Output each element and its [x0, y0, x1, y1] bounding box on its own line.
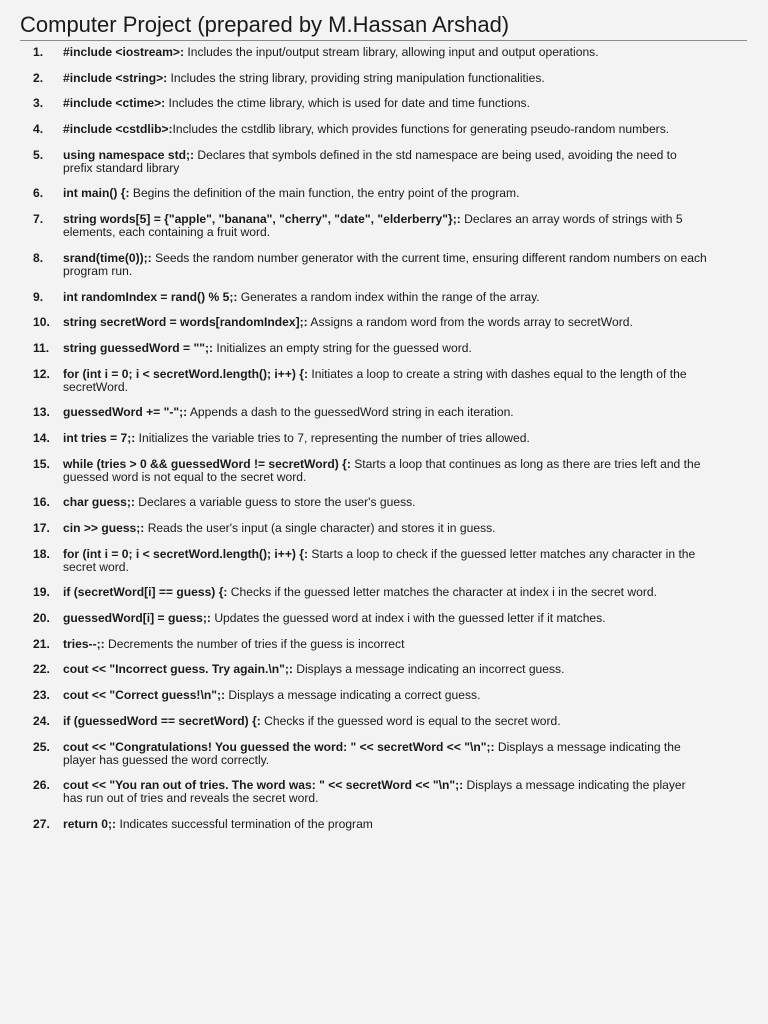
item-code: string words[5] = {"apple", "banana", "cherry", "date", "elderberry"};: [63, 212, 461, 227]
item-body [53, 123, 748, 136]
item-code: cout << "Incorrect guess. Try again.\n";: [63, 662, 293, 677]
item-description: Initiates a loop to create a string with dashes equal to the length of the secretWord. [63, 366, 687, 394]
item-body [53, 612, 748, 625]
item-number-label: 8. [33, 250, 44, 265]
item-code: #include <ctime>: [63, 96, 166, 111]
list-item [20, 252, 748, 278]
item-number-label: 1. [33, 45, 44, 59]
item-number-label: 21. [33, 636, 50, 651]
item-body [53, 548, 748, 574]
item-body [53, 689, 748, 702]
item-body [53, 97, 748, 110]
item-number-label: 7. [33, 212, 44, 227]
item-body [53, 496, 748, 509]
item-code: tries--;: [63, 636, 105, 651]
list-item [20, 97, 748, 110]
item-description: Displays a message indicating an incorrect guess. [292, 662, 565, 677]
item-number [20, 689, 53, 702]
item-number-label: 17. [33, 521, 50, 535]
item-body [53, 458, 748, 484]
item-number-label: 15. [33, 456, 50, 471]
item-body [53, 316, 748, 329]
item-code: #include <string>: [63, 70, 168, 85]
item-number [20, 46, 53, 59]
item-body [53, 638, 748, 651]
list-item [20, 779, 748, 805]
item-description: Decrements the number of tries if the guess is incorrect [104, 636, 405, 651]
item-number-label: 24. [33, 713, 50, 728]
item-number [20, 741, 53, 754]
item-number-label: 26. [33, 778, 50, 793]
item-number [20, 638, 53, 651]
item-number-label: 5. [33, 147, 44, 162]
item-description: Declares that symbols defined in the std namespace are being used, avoiding the need to prefix standard library [63, 147, 677, 175]
item-body [53, 149, 748, 175]
item-number-label: 23. [33, 688, 50, 703]
list-item [20, 496, 748, 509]
item-number [20, 586, 53, 599]
item-body [53, 522, 748, 535]
item-number [20, 715, 53, 728]
list-item [20, 432, 748, 445]
item-number [20, 548, 53, 561]
item-body [53, 406, 748, 419]
item-code: string secretWord = words[randomIndex];: [63, 315, 308, 330]
list-item [20, 316, 748, 329]
item-body [53, 715, 748, 728]
list-item [20, 586, 748, 599]
item-body [53, 432, 748, 445]
item-code: cout << "You ran out of tries. The word was: " << secretWord << "\n";: [63, 778, 464, 793]
item-body [53, 291, 748, 304]
list-item [20, 291, 748, 304]
item-number [20, 496, 53, 509]
item-description: Includes the input/output stream library, allowing input and output operations. [184, 45, 599, 59]
title-divider [20, 40, 747, 41]
item-number [20, 406, 53, 419]
item-code: guessedWord += "-";: [63, 405, 188, 420]
item-number-label: 2. [33, 70, 44, 85]
item-code: int tries = 7;: [63, 430, 136, 445]
item-code: string guessedWord = "";: [63, 340, 214, 355]
item-number-label: 22. [33, 662, 50, 677]
item-code: cout << "Congratulations! You guessed the word: " << secretWord << "\n";: [63, 739, 495, 754]
item-body [53, 342, 748, 355]
title-main: Computer Project [20, 12, 192, 37]
item-code: while (tries > 0 && guessedWord != secretWord) {: [63, 456, 351, 471]
item-number-label: 10. [33, 315, 50, 330]
item-number [20, 123, 53, 136]
item-number-label: 9. [33, 289, 44, 304]
list-item [20, 406, 748, 419]
item-description: Checks if the guessed word is equal to the secret word. [260, 713, 561, 728]
item-number-label: 3. [33, 96, 44, 111]
item-code: if (secretWord[i] == guess) {: [63, 585, 228, 600]
item-number-label: 6. [33, 186, 44, 201]
item-number-label: 20. [33, 611, 50, 626]
item-body [53, 252, 748, 278]
item-code: using namespace std;: [63, 147, 195, 162]
list-item [20, 818, 748, 831]
item-description: Appends a dash to the guessedWord string in each iteration. [187, 405, 514, 420]
item-code: #include <iostream>: [63, 45, 184, 59]
list-item [20, 522, 748, 535]
item-number [20, 779, 53, 792]
item-code: int main() {: [63, 186, 130, 201]
item-number [20, 458, 53, 471]
list-item [20, 149, 748, 175]
item-number-label: 14. [33, 430, 50, 445]
item-number [20, 252, 53, 265]
item-description: Displays a message indicating the player has run out of tries and reveals the secret word. [63, 778, 686, 806]
item-code: guessedWord[i] = guess;: [63, 611, 211, 626]
item-description: Assigns a random word from the words array to secretWord. [307, 315, 633, 330]
item-code: return 0;: [63, 816, 117, 831]
item-number [20, 818, 53, 831]
item-number [20, 612, 53, 625]
item-code: if (guessedWord == secretWord) {: [63, 713, 261, 728]
title-subtitle: (prepared by M.Hassan Arshad) [197, 12, 510, 37]
item-body [53, 368, 748, 394]
item-number [20, 149, 53, 162]
item-number [20, 187, 53, 200]
list-item [20, 715, 748, 728]
item-body [53, 213, 748, 239]
item-body [53, 818, 748, 831]
item-description: Declares a variable guess to store the user's guess. [134, 495, 416, 510]
item-body [53, 586, 748, 599]
item-number [20, 316, 53, 329]
item-code: for (int i = 0; i < secretWord.length(); i++) {: [63, 366, 309, 381]
item-description: Starts a loop to check if the guessed letter matches any character in the secret word. [63, 546, 696, 574]
item-description: Begins the definition of the main function, the entry point of the program. [129, 186, 520, 201]
item-description: Initializes an empty string for the guessed word. [213, 340, 472, 355]
list-item [20, 548, 748, 574]
item-body [53, 187, 748, 200]
item-number-label: 27. [33, 816, 50, 831]
item-description: Displays a message indicating the player has guessed the word correctly. [63, 739, 681, 767]
item-body [53, 663, 748, 676]
list-item [20, 612, 748, 625]
item-body [53, 46, 748, 59]
item-number [20, 97, 53, 110]
list-item [20, 46, 748, 59]
item-code: char guess;: [63, 495, 135, 510]
item-number-label: 4. [33, 122, 44, 137]
item-description: Generates a random index within the range of the array. [237, 289, 540, 304]
explanation-list [20, 46, 748, 831]
item-number-label: 13. [33, 405, 50, 420]
list-item [20, 638, 748, 651]
item-number [20, 342, 53, 355]
item-number [20, 72, 53, 85]
page-title [20, 12, 748, 38]
item-description: Starts a loop that continues as long as there are tries left and the guessed word is not equal to the secret word. [63, 456, 701, 484]
item-number [20, 213, 53, 226]
item-number [20, 663, 53, 676]
item-description: Includes the string library, providing string manipulation functionalities. [167, 70, 545, 85]
item-code: #include <cstdlib>: [63, 122, 173, 137]
list-item [20, 689, 748, 702]
item-number [20, 291, 53, 304]
list-item [20, 72, 748, 85]
item-body [53, 72, 748, 85]
item-description: Initializes the variable tries to 7, representing the number of tries allowed. [135, 430, 530, 445]
list-item [20, 213, 748, 239]
item-description: Checks if the guessed letter matches the character at index i in the secret word. [227, 585, 657, 600]
list-item [20, 458, 748, 484]
item-description: Reads the user's input (a single character) and stores it in guess. [144, 521, 496, 535]
item-description: Includes the cstdlib library, which provides functions for generating pseudo-random numbers. [172, 122, 670, 137]
item-code: int randomIndex = rand() % 5;: [63, 289, 238, 304]
item-number [20, 432, 53, 445]
list-item [20, 342, 748, 355]
item-number-label: 19. [33, 585, 50, 600]
item-body [53, 779, 748, 805]
item-number-label: 25. [33, 739, 50, 754]
item-code: cin >> guess;: [63, 521, 145, 535]
item-description: Displays a message indicating a correct guess. [225, 688, 481, 703]
item-number [20, 368, 53, 381]
list-item [20, 741, 748, 767]
item-description: Indicates successful termination of the program [116, 816, 373, 831]
item-code: srand(time(0));: [63, 250, 152, 265]
list-item [20, 187, 748, 200]
item-body [53, 741, 748, 767]
item-number-label: 11. [33, 340, 50, 355]
item-number [20, 522, 53, 535]
item-description: Declares an array words of strings with 5 elements, each containing a fruit word. [63, 212, 683, 240]
list-item [20, 368, 748, 394]
item-number-label: 12. [33, 366, 50, 381]
item-number-label: 16. [33, 495, 50, 510]
list-item [20, 123, 748, 136]
item-code: cout << "Correct guess!\n";: [63, 688, 225, 703]
item-description: Includes the ctime library, which is used for date and time functions. [165, 96, 530, 111]
item-code: for (int i = 0; i < secretWord.length(); i++) {: [63, 546, 309, 561]
item-description: Updates the guessed word at index i with the guessed letter if it matches. [210, 611, 606, 626]
item-description: Seeds the random number generator with the current time, ensuring different random numbers on each program run. [63, 250, 707, 278]
item-number-label: 18. [33, 546, 50, 561]
list-item [20, 663, 748, 676]
